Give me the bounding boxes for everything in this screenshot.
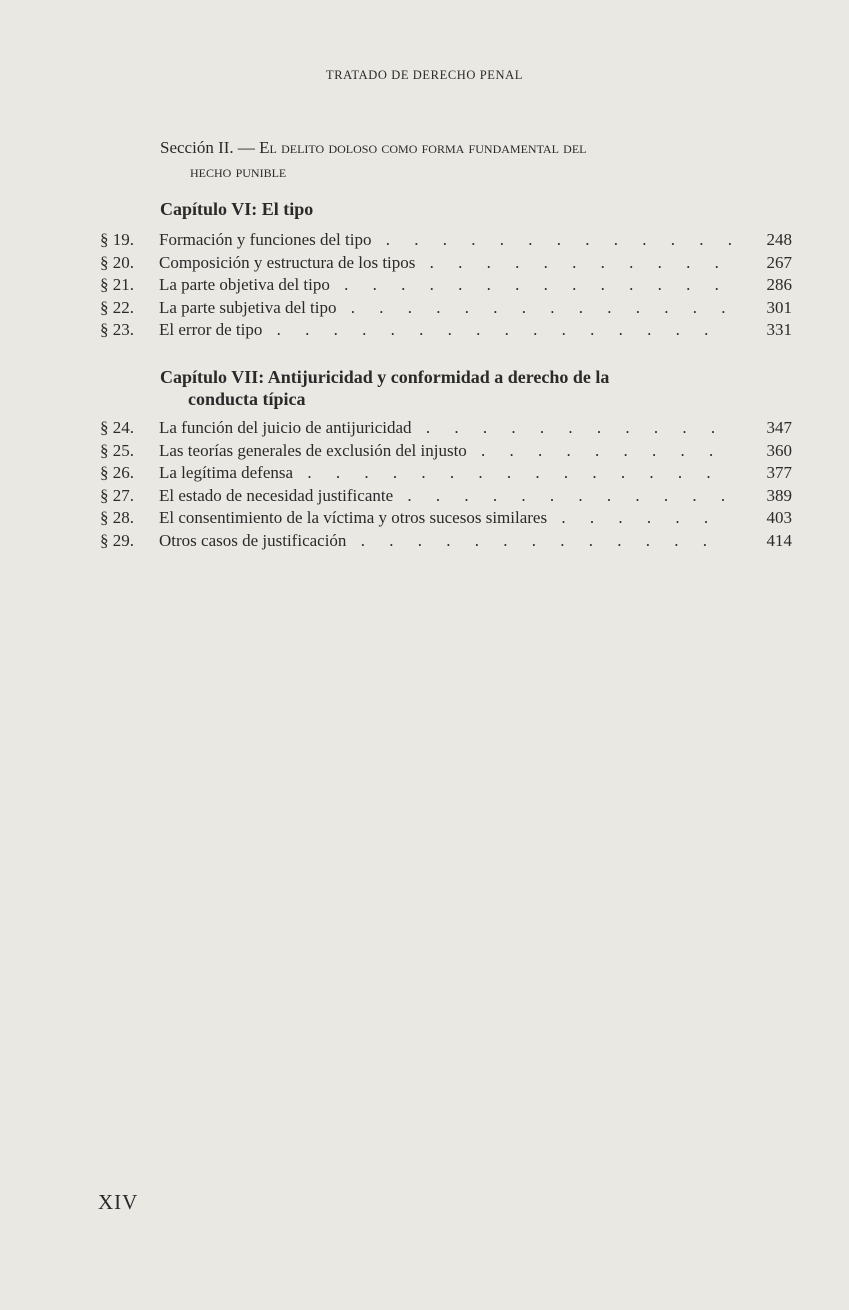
chapter-title-text: Capítulo VII: Antijuricidad y conformidad a derecho de la [160, 367, 610, 387]
entry-title: Composición y estructura de los tipos . . . [159, 252, 732, 275]
entry-page: 286 [766, 275, 792, 295]
toc-entry[interactable] [100, 507, 792, 530]
entry-number: § 21. [100, 275, 134, 295]
entry-number: § 22. [100, 297, 134, 317]
running-head: TRATADO DE DERECHO PENAL [325, 68, 524, 82]
chapter-title-vi [160, 198, 740, 220]
entry-number: § 24. [100, 418, 134, 437]
entry-page: 248 [766, 230, 792, 249]
toc-entry[interactable] [100, 319, 792, 342]
entry-title: El error de tipo . . . [159, 319, 732, 342]
chapter-title-continuation: conducta típica [188, 389, 306, 409]
entry-title: El estado de necesidad justificante . . . [159, 485, 732, 508]
section-prefix: Sección II. — [160, 138, 255, 157]
entry-number: § 28. [100, 508, 134, 528]
entry-number: § 23. [100, 320, 134, 340]
section-heading [160, 136, 760, 184]
entry-number: § 26. [100, 463, 134, 483]
toc-entry[interactable] [100, 274, 792, 297]
toc-entry[interactable] [100, 462, 792, 485]
entry-title: Formación y funciones del tipo . . . [159, 229, 732, 252]
entry-page: 389 [766, 485, 792, 505]
toc-entry[interactable] [100, 297, 792, 320]
entry-page: 347 [766, 418, 792, 437]
entry-page: 267 [766, 252, 792, 272]
chapter-title-vii [160, 366, 740, 410]
page-folio: XIV [98, 1190, 139, 1214]
section-title-line2: hecho punible [190, 162, 287, 181]
entry-page: 331 [766, 320, 792, 340]
chapter-vii-entries [100, 417, 792, 553]
entry-title: Otros casos de justificación . . . [159, 530, 732, 553]
toc-entry[interactable] [100, 229, 792, 252]
toc-entry[interactable] [100, 530, 792, 553]
entry-title: Las teorías generales de exclusión del injusto . . . [159, 440, 732, 463]
toc-entry[interactable] [100, 440, 792, 463]
toc-entry[interactable] [100, 485, 792, 508]
entry-number: § 25. [100, 440, 134, 460]
entry-title: La parte subjetiva del tipo . . . [159, 297, 732, 320]
chapter-vi-entries [100, 229, 792, 342]
entry-page: 301 [766, 297, 792, 317]
entry-number: § 20. [100, 252, 134, 272]
section-title-line1: El delito doloso como forma fundamental del [259, 138, 587, 157]
entry-title: La legítima defensa . . . [159, 462, 732, 485]
entry-title: La función del juicio de antijuricidad . . . [159, 417, 732, 440]
entry-page: 360 [766, 440, 792, 460]
entry-number: § 29. [100, 530, 134, 550]
entry-number: § 19. [100, 230, 134, 249]
toc-entry[interactable] [100, 252, 792, 275]
toc-entry[interactable] [100, 417, 792, 440]
entry-page: 377 [766, 463, 792, 483]
entry-page: 403 [766, 508, 792, 528]
chapter-title-text: Capítulo VI: El tipo [160, 199, 314, 219]
entry-number: § 27. [100, 485, 134, 505]
entry-page: 414 [766, 530, 792, 550]
entry-title: La parte objetiva del tipo . . . [159, 274, 732, 297]
entry-title: El consentimiento de la víctima y otros sucesos similares . . . [159, 507, 732, 530]
